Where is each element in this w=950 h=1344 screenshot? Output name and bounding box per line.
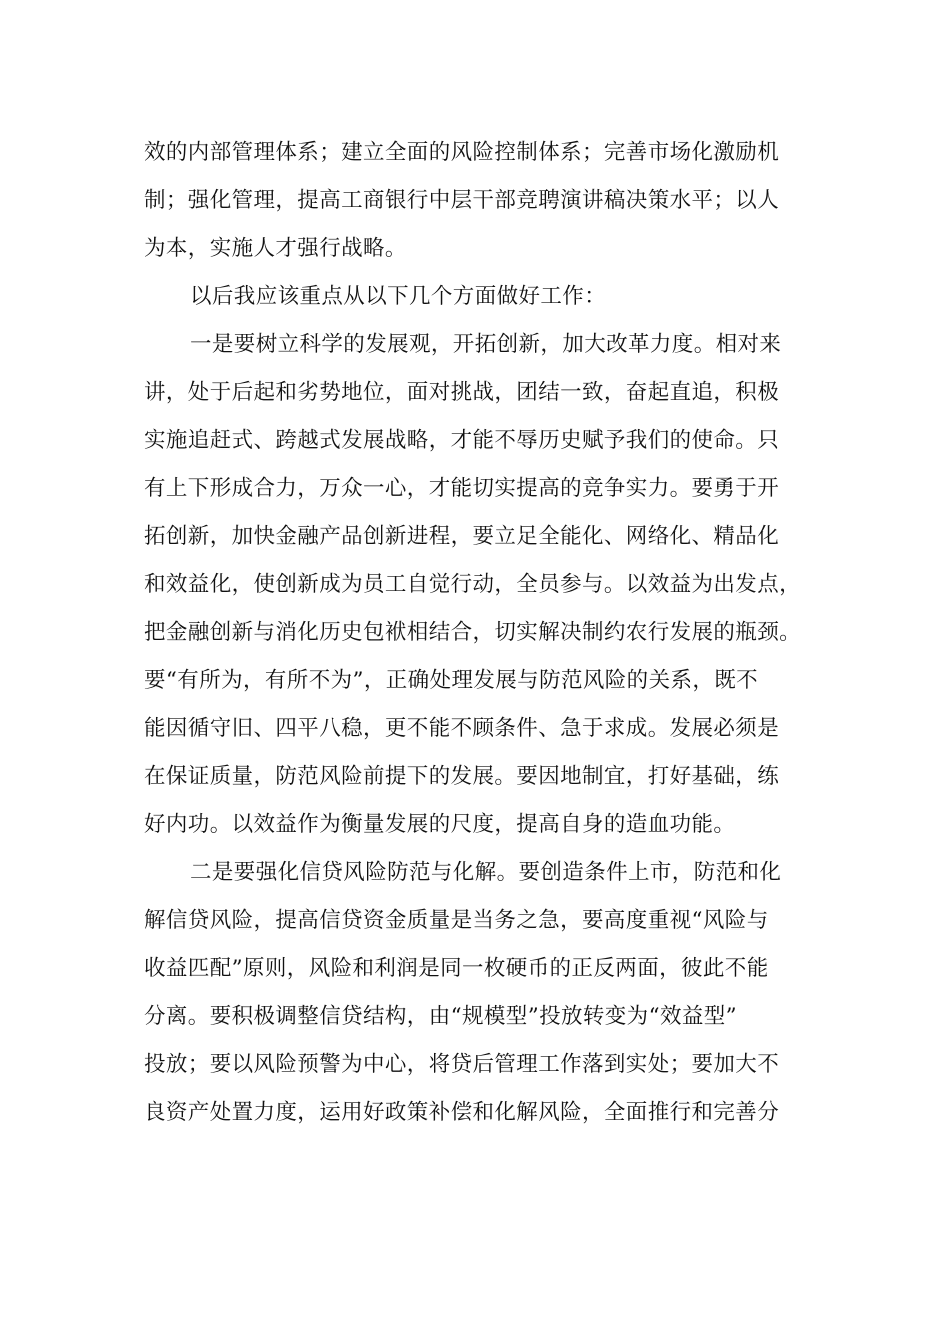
text-line: 能因循守旧、四平八稳，更不能不顾条件、急于求成。发展必须是 (144, 716, 780, 741)
text-line: 效的内部管理体系；建立全面的风险控制体系；完善市场化激励机 (144, 140, 780, 165)
text-line: 收益匹配”原则，风险和利润是同一枚硬币的正反两面，彼此不能 (144, 956, 769, 981)
text-line: 好内功。以效益作为衡量发展的尺度，提高自身的造血功能。 (144, 812, 736, 837)
text-line: 和效益化，使创新成为员工自觉行动，全员参与。以效益为出发点， (144, 572, 802, 597)
text-line: 把金融创新与消化历史包袱相结合，切实解决制约农行发展的瓶颈。 (144, 620, 802, 645)
text-line: 投放；要以风险预警为中心，将贷后管理工作落到实处；要加大不 (144, 1052, 780, 1077)
text-line: 有上下形成合力，万众一心，才能切实提高的竞争实力。要勇于开 (144, 476, 780, 501)
text-line: 解信贷风险，提高信贷资金质量是当务之急，要高度重视“风险与 (144, 908, 769, 933)
text-line: 拓创新，加快金融产品创新进程，要立足全能化、网络化、精品化 (144, 524, 780, 549)
text-line: 实施追赶式、跨越式发展战略，才能不辱历史赋予我们的使命。只 (144, 428, 780, 453)
paragraph-first-line: 一是要树立科学的发展观，开拓创新，加大改革力度。相对来 (190, 332, 782, 357)
text-line: 要“有所为，有所不为”，正确处理发展与防范风险的关系，既不 (144, 668, 759, 693)
paragraph-first-line: 以后我应该重点从以下几个方面做好工作： (190, 284, 607, 309)
text-line: 为本，实施人才强行战略。 (144, 236, 407, 261)
text-line: 良资产处置力度，运用好政策补偿和化解风险，全面推行和完善分 (144, 1100, 780, 1125)
text-line: 讲，处于后起和劣势地位，面对挑战，团结一致，奋起直追，积极 (144, 380, 780, 405)
paragraph-first-line: 二是要强化信贷风险防范与化解。要创造条件上市，防范和化 (190, 860, 782, 885)
text-line: 分离。要积极调整信贷结构，由“规模型”投放转变为“效益型” (144, 1004, 738, 1029)
text-line: 在保证质量，防范风险前提下的发展。要因地制宜，打好基础，练 (144, 764, 780, 789)
text-line: 制；强化管理，提高工商银行中层干部竞聘演讲稿决策水平；以人 (144, 188, 780, 213)
